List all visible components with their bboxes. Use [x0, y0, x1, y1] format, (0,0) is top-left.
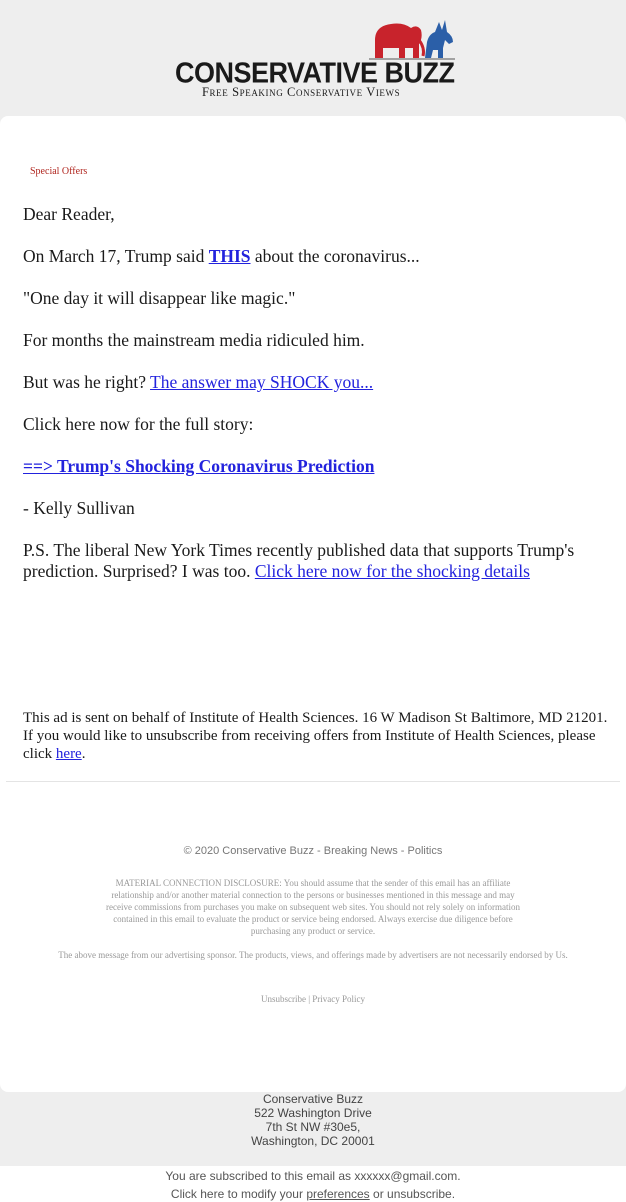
shock-link[interactable]: The answer may SHOCK you...	[150, 372, 374, 392]
modify-preferences: Click here to modify your preferences or unsubscribe.	[170, 1187, 456, 1201]
email-header	[0, 0, 626, 116]
footer-links: Unsubscribe | Privacy Policy	[260, 994, 366, 1004]
paragraph-was-he-right: But was he right? The answer may SHOCK you...	[23, 372, 374, 392]
logo-tagline: Free Speaking Conservative Views	[202, 85, 401, 99]
prediction-link[interactable]: ==> Trump's Shocking Coronavirus Prediction	[23, 456, 375, 476]
address-line3: Washington, DC 20001	[251, 1134, 375, 1148]
quote: "One day it will disappear like magic."	[23, 288, 296, 308]
sponsor-notice: The above message from our advertising sponsor. The products, views, and offerings made by advertisers are not necessarily endorsed by Us.	[58, 950, 568, 960]
privacy-policy-link[interactable]: Privacy Policy	[312, 994, 366, 1004]
divider	[6, 781, 620, 782]
address-line2: 7th St NW #30e5,	[265, 1120, 361, 1134]
advertiser-unsubscribe-link[interactable]: here	[55, 746, 82, 762]
mailing-address	[0, 1092, 626, 1148]
this-link[interactable]: THIS	[208, 246, 251, 266]
sender-disclaimer: This ad is sent on behalf of Institute of Health Sciences. 16 W Madison St Baltimore, MD 21201. If you would like to unsubscribe from receiving offers from Institute of Health Sciences, please click here.	[23, 710, 608, 762]
copyright: © 2020 Conservative Buzz - Breaking News - Politics	[183, 845, 443, 857]
paragraph-trump-said: On March 17, Trump said THIS about the coronavirus...	[23, 246, 420, 266]
greeting: Dear Reader,	[23, 204, 115, 224]
subscribed-as: You are subscribed to this email as xxxxxx@gmail.com.	[165, 1169, 461, 1183]
preferences-link[interactable]: preferences	[306, 1187, 370, 1201]
unsubscribe-link[interactable]: Unsubscribe	[260, 994, 306, 1004]
signature: - Kelly Sullivan	[23, 498, 135, 518]
letter-content	[23, 204, 603, 603]
address-line1: 522 Washington Drive	[254, 1106, 372, 1120]
address-name: Conservative Buzz	[262, 1092, 364, 1106]
material-disclosure: MATERIAL CONNECTION DISCLOSURE: You should assume that the sender of this email has an affiliate relationship and/or another material connection to the persons or businesses mentioned in this message and may receive commissions from purchases you make on subsequent web sites. You should not rely solely on information contained in this email to evaluate the product or service being endorsed. Always exercise due diligence before purchasing any product or service.	[106, 878, 520, 936]
paragraph-click-here: Click here now for the full story:	[23, 414, 254, 434]
conservative-buzz-logo[interactable]	[175, 18, 455, 98]
paragraph-media: For months the mainstream media ridiculed him.	[23, 330, 365, 350]
special-offers-tag: Special Offers	[30, 166, 88, 177]
shocking-details-link[interactable]: Click here now for the shocking details	[254, 561, 530, 581]
logo-wordmark: CONSERVATIVE BUZZ	[175, 57, 455, 89]
postscript: P.S. The liberal New York Times recently published data that supports Trump's prediction. Surprised? I was too. Click here now for the shocking details	[23, 540, 575, 581]
subscription-notice	[0, 1166, 626, 1202]
email-body-card	[0, 116, 626, 1092]
paragraph-prediction-link	[23, 456, 603, 477]
